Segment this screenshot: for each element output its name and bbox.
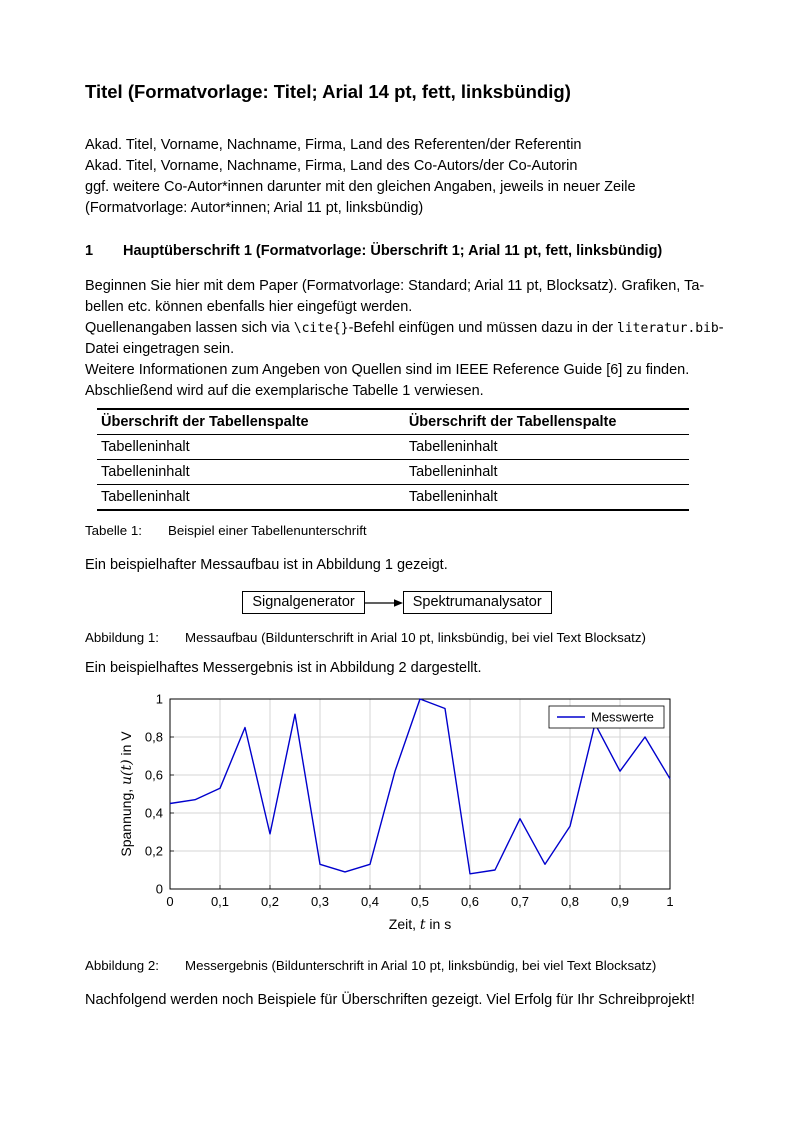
y-tick-label: 0,2: [144, 843, 163, 859]
text-line: Weitere Informationen zum Angeben von Quellen sind im IEEE Reference Guide [6] zu finden.: [85, 362, 690, 378]
figure2-caption: [85, 958, 709, 974]
paragraph-figure1-ref: Ein beispielhafter Messaufbau ist in Abbildung 1 gezeigt.: [85, 557, 448, 573]
table-header-cell: Überschrift der Tabellenspalte: [101, 414, 309, 430]
author-line: Akad. Titel, Vorname, Nachname, Firma, Land des Co-Autors/der Co-Autorin: [85, 158, 578, 174]
y-axis-label: Spannung, u(t) in V: [118, 731, 135, 857]
y-tick-label: 1: [155, 691, 163, 707]
table-cell: Tabelleninhalt: [101, 489, 190, 505]
table-caption-text: Beispiel einer Tabellenunterschrift: [168, 523, 367, 538]
figure1-caption-label: Abbildung 1:: [85, 630, 159, 645]
x-tick-label: 0,1: [210, 894, 230, 909]
table-cell: Tabelleninhalt: [101, 464, 190, 480]
page-title: Titel (Formatvorlage: Titel; Arial 14 pt, fett, linksbündig): [85, 81, 571, 102]
text-line: Beginnen Sie hier mit dem Paper (Formatvorlage: Standard; Arial 11 pt, Blocksatz). Grafiken, Ta-: [85, 278, 705, 294]
text-line: Datei eingetragen sein.: [85, 341, 235, 357]
arrow-right-icon: [365, 597, 403, 609]
measurement-line-chart: [85, 691, 709, 937]
x-tick-label: 0,8: [560, 894, 580, 909]
table-cell: Tabelleninhalt: [408, 439, 498, 455]
text-segment: Quellenangaben lassen sich via: [85, 320, 294, 336]
x-tick-label: 0,2: [260, 894, 280, 909]
section-heading-text: Hauptüberschrift 1 (Formatvorlage: Überschrift 1; Arial 11 pt, fett, linksbündig): [123, 243, 663, 259]
section-number: 1: [85, 243, 94, 259]
example-table: [97, 408, 689, 511]
figure1-diagram: [85, 591, 709, 614]
figure2-chart: [85, 691, 709, 942]
text-segment: -Befehl einfügen und müssen dazu in der: [348, 320, 618, 336]
y-tick-label: 0: [155, 881, 163, 897]
paragraph-closing: Nachfolgend werden noch Beispiele für Überschriften gezeigt. Viel Erfolg für Ihr Schreibprojekt!: [85, 992, 695, 1008]
table-cell: Tabelleninhalt: [408, 464, 498, 480]
x-tick-label: 0,7: [510, 894, 530, 909]
figure1-caption-text: Messaufbau (Bildunterschrift in Arial 10 pt, linksbündig, bei viel Text Blocksatz): [185, 630, 646, 645]
table-cell: Tabelleninhalt: [408, 489, 498, 505]
text-segment: -: [718, 320, 724, 336]
x-tick-label: 0,9: [610, 894, 630, 909]
x-tick-label: 0,3: [310, 894, 330, 909]
text-line: Abschließend wird auf die exemplarische Tabelle 1 verwiesen.: [85, 383, 484, 399]
figure2-caption-text: Messergebnis (Bildunterschrift in Arial 10 pt, linksbündig, bei viel Text Blocksatz): [185, 958, 657, 973]
section-heading-1: [85, 241, 709, 262]
figure2-caption-label: Abbildung 2:: [85, 958, 159, 973]
figure1-box-spektrumanalysator: Spektrumanalysator: [403, 591, 552, 614]
table-header-row: [97, 409, 689, 435]
table-caption-label: Tabelle 1:: [85, 523, 142, 538]
x-tick-label: 0,6: [460, 894, 480, 909]
table-header-cell: Überschrift der Tabellenspalte: [408, 414, 617, 430]
table-caption: [85, 523, 709, 539]
figure1-caption: [85, 630, 709, 646]
text-line: bellen etc. können ebenfalls hier eingefügt werden.: [85, 299, 413, 315]
x-tick-label: 0,5: [410, 894, 430, 909]
table-cell: Tabelleninhalt: [101, 439, 190, 455]
code-cite-command: \cite{}: [293, 321, 349, 336]
table-row: [97, 435, 689, 460]
author-line: ggf. weitere Co-Autor*innen darunter mit den gleichen Angaben, jeweils in neuer Zeile: [85, 179, 636, 195]
code-literatur-bib: literatur.bib: [617, 321, 719, 336]
x-axis-label: Zeit, t in s: [388, 916, 452, 933]
x-tick-label: 0,4: [360, 894, 380, 909]
paragraph-intro: [85, 276, 724, 402]
legend-label: Messwerte: [591, 709, 654, 725]
x-tick-label: 1: [666, 894, 674, 909]
table-row: [97, 460, 689, 485]
y-tick-label: 0,8: [144, 729, 163, 745]
y-tick-label: 0,6: [144, 767, 163, 783]
x-tick-label: 0: [166, 894, 174, 909]
y-tick-label: 0,4: [144, 805, 163, 821]
paragraph-figure2-ref: Ein beispielhaftes Messergebnis ist in Abbildung 2 dargestellt.: [85, 660, 482, 676]
author-line: Akad. Titel, Vorname, Nachname, Firma, Land des Referenten/der Referentin: [85, 137, 582, 153]
figure1-box-signalgenerator: Signalgenerator: [242, 591, 364, 614]
author-block: [85, 135, 709, 219]
text-line: [85, 318, 724, 339]
table-row: [97, 485, 689, 511]
author-line: (Formatvorlage: Autor*innen; Arial 11 pt, linksbündig): [85, 200, 424, 216]
